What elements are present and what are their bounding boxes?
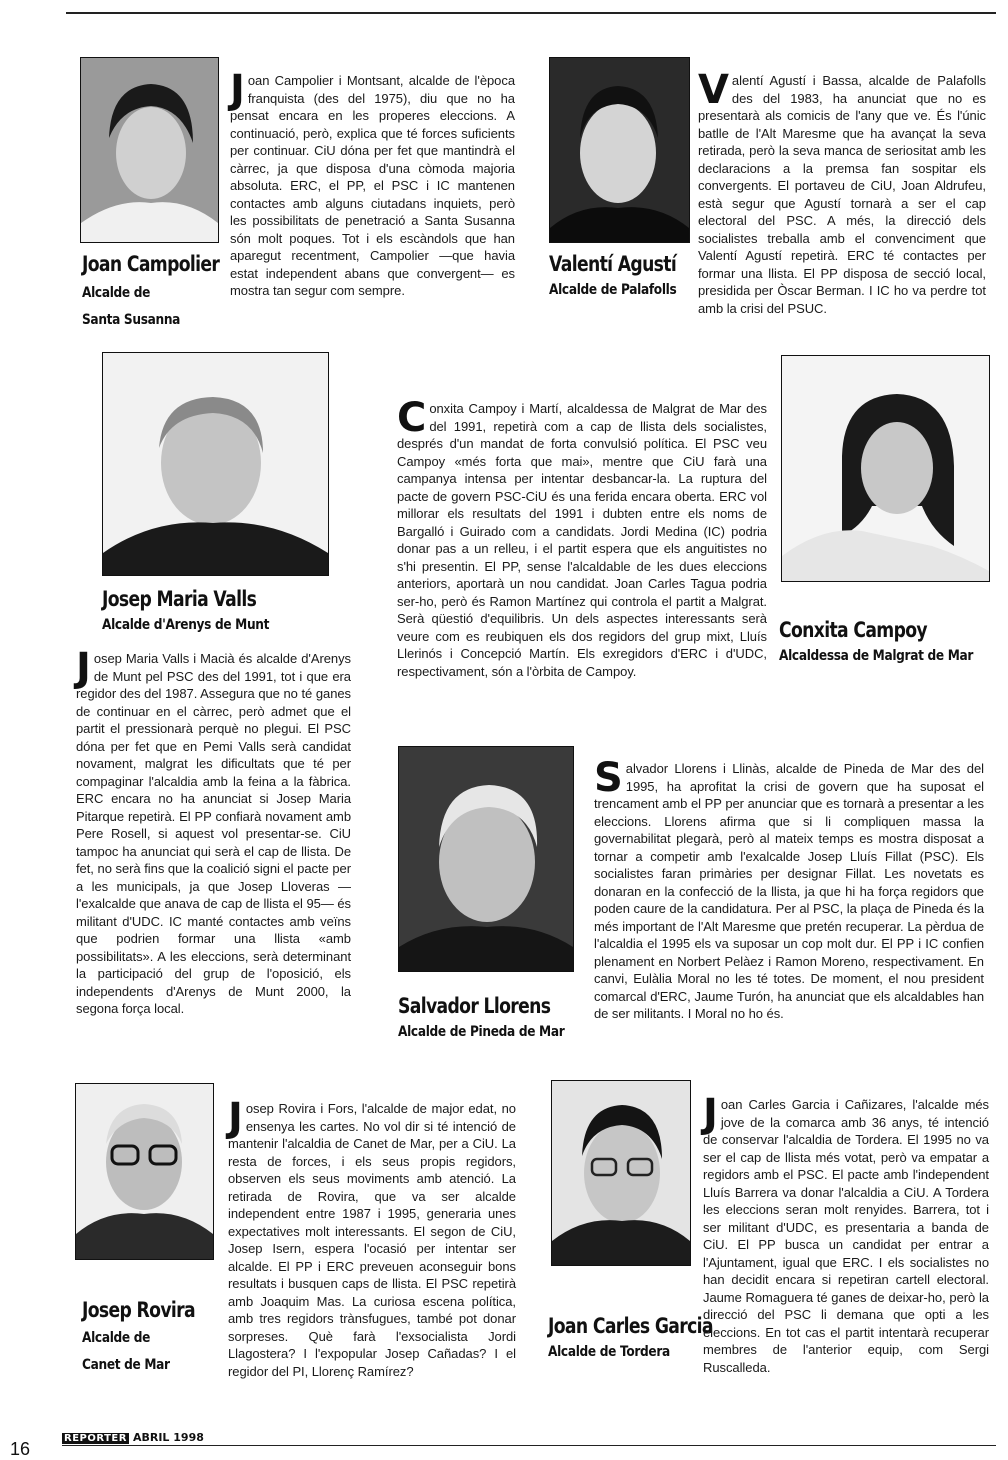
- article-joan-campolier: [230, 67, 515, 300]
- article-conxita-campoy: [397, 395, 767, 680]
- photo-josep-maria-valls: [102, 352, 329, 576]
- role-line: Alcalde de Palafolls: [549, 282, 677, 298]
- portrait-image: [103, 353, 328, 575]
- article-body: alentí Agustí i Bassa, alcalde de Palafolls des del 1983, ha anunciat que no es presentarà als comicis de l'any que ve. És l'únic batlle de l'Alt Maresme que ha avançat la seva retirada, però la seva manca de seriositat amb les declaracions a la premsa fan sospitar els convergents. El portaveu de CiU, Joan Aldrufeu, està segur que Agustí tornarà a ser el cap electoral del PSC. A més, la direcció dels socialistes treballa amb el convenciment que Valentí Agustí repetirà. ERC té contactes per formar una llista. El PP disposa de secció local, presidida per Òscar Berman. I IC ho va perdre tot amb la crisi del PSUC.: [698, 73, 986, 316]
- footer-rule: [62, 1445, 996, 1446]
- footer-masthead: [62, 1431, 204, 1444]
- role-joan-carles-garcia: [548, 1339, 670, 1366]
- photo-joan-carles-garcia: [551, 1080, 691, 1266]
- role-josep-maria-valls: [102, 612, 269, 639]
- role-salvador-llorens: [398, 1019, 564, 1046]
- role-joan-campolier: [82, 280, 180, 334]
- dropcap: J: [230, 67, 245, 113]
- role-line: Alcalde de Tordera: [548, 1344, 670, 1360]
- photo-salvador-llorens: [398, 746, 574, 972]
- magazine-logo: REPORTER: [64, 1433, 127, 1444]
- portrait-image: [782, 356, 989, 581]
- portrait-image: [76, 1084, 213, 1259]
- article-valenti-agusti: [698, 67, 986, 317]
- article-joan-carles-garcia: [703, 1091, 989, 1376]
- role-line: Alcalde de Pineda de Mar: [398, 1024, 565, 1040]
- name-salvador-llorens: Salvador Llorens: [398, 994, 551, 1018]
- portrait-image: [552, 1081, 690, 1265]
- article-body: onxita Campoy i Martí, alcaldessa de Malgrat de Mar des del 1991, repetirà com a cap de llista dels socialistes, després d'un mandat de forta convulsió política. El PSC veu Campoy «més forta que mai», mentre que CiU farà una campanya intensa per intentar desbancar-la. La ruptura del pacte de govern PSC-CiU és una ferida encara oberta. ERC vol millorar els resultats del 1991 i dubten entre els noms de Bargalló i Guirado com a candidats. Jordi Medina (IC) podria donar pas a un relleu, i el partit espera que els anguitistes no s'hi presentin. El PP, sense l'alcaldable de les dues eleccions anteriors, aportarà un nou candidat. Joan Carles Tagua podria ser-ho, però és Ramon Martínez qui controla el partit a Malgrat. Serà qüestió d'equilibris. Un dels aspectes interessants serà veure com es reubiquen els dos regidors del grup mixt, Lluís Llerinós i Concepció Martín. Els exregidors d'ERC i d'UDC, respectivament, són a l'òrbita de Campoy.: [397, 401, 767, 679]
- name-joan-campolier: Joan Campolier: [82, 252, 220, 276]
- article-body: oan Campolier i Montsant, alcalde de l'època franquista (des del 1975), diu que no ha pensat encara en les properes eleccions. A continuació, però, explica que té forces suficients per continuar. CiU dóna per fet que mantindrà el càrrec, ja que disposa d'una còmoda majoria absoluta. ERC, el PP, el PSC i IC mantenen contactes amb alguns ciutadans inquiets, però les possibilitats de penetració a Santa Susanna són molt poques. Tot i els escàndols que han aparegut recentment, Campolier —que havia estat independent abans que convergent— es mostra tan segur com sempre.: [230, 73, 515, 298]
- name-joan-carles-garcia: Joan Carles Garcia: [548, 1314, 713, 1338]
- article-josep-rovira: [228, 1095, 516, 1380]
- role-josep-rovira: [82, 1325, 170, 1379]
- portrait-image: [550, 58, 689, 242]
- dropcap: S: [594, 755, 623, 801]
- article-josep-maria-valls: [76, 645, 351, 1018]
- photo-josep-rovira: [75, 1083, 214, 1260]
- dropcap: J: [76, 645, 91, 691]
- page-number: 16: [10, 1439, 31, 1459]
- role-valenti-agusti: [549, 277, 676, 304]
- role-line: Alcalde de: [82, 285, 151, 301]
- role-line: Santa Susanna: [82, 312, 181, 328]
- dropcap: C: [397, 395, 427, 441]
- role-line: Alcalde d'Arenys de Munt: [102, 617, 270, 633]
- role-line: Alcaldessa de Malgrat de Mar: [779, 648, 974, 664]
- portrait-image: [81, 58, 218, 242]
- photo-joan-campolier: [80, 57, 219, 243]
- portrait-image: [399, 747, 573, 971]
- dropcap: J: [228, 1095, 243, 1141]
- photo-conxita-campoy: [781, 355, 990, 582]
- dropcap: V: [698, 67, 729, 113]
- role-line: Alcalde de: [82, 1330, 151, 1346]
- article-body: osep Maria Valls i Macià és alcalde d'Arenys de Munt pel PSC des del 1991, tot i que era regidor des del 1987. Assegura que no té ganes de continuar en el càrrec, però admet que el partit el pressionarà perquè no plegui. El PSC dóna per fet que en Pemi Valls serà candidat novament, malgrat les dificultats que té per compaginar l'alcaldia amb la feina a la fàbrica. ERC encara no ha anunciat si Josep Maria Pitarque repetirà. El PP confiarà novament amb Pere Rosell, si aquest vol presentar-se. CiU tampoc ha anunciat qui serà el cap de llista. De fet, no serà fins que la coalició signi el pacte per a les municipals, ja que Josep Lloveras —l'exalcalde que anava de cap de llista el 95— és militant d'UDC. IC manté contactes amb veïns que podrien formar una llista «amb possibilitats». A les eleccions, serà determinant la participació del grup de l'oposició, els independents d'Arenys de Munt 2000, la segona força local.: [76, 651, 351, 1016]
- role-line: Canet de Mar: [82, 1357, 170, 1373]
- role-conxita-campoy: [779, 643, 973, 670]
- dropcap: J: [703, 1091, 718, 1137]
- article-body: oan Carles Garcia i Cañizares, l'alcalde més jove de la comarca amb 36 anys, té intenció de conservar l'alcaldia de Tordera. El 1995 no va ser el cap de llista més votat, però va empatar a regidors amb el PSC. El pacte amb l'independent Lluís Barrera va donar l'alcaldia a CiU. A Tordera les eleccions seran molt renyides. Barrera, tot i ser militant d'UDC, es presentaria a banda de CiU. El PP busca un candidat per entrar a l'Ajuntament, igual que ERC. I els socialistes no han decidit encara si repetiran cartell electoral. Jaume Romaguera té ganes de deixar-ho, però la direcció del PSC li demana que opti a les eleccions. En tot cas el partit intentarà recuperar membres de l'anterior equip, com Sergi Ruscalleda.: [703, 1097, 989, 1375]
- issue-date: ABRIL 1998: [132, 1431, 204, 1444]
- top-rule: [66, 12, 996, 14]
- article-body: alvador Llorens i Llinàs, alcalde de Pineda de Mar des del 1995, ha aprofitat la crisi de govern que ha suposat el trencament amb el PP per anunciar que es tornarà a presentar a les eleccions. Llorens afirma que si li compliquen massa la governabilitat plegarà, però al mateix temps es mostra disposat a tornar a competir amb l'exalcalde Josep Lluís Fillat (PSC). Els socialistes faran primàries per designar Fillat. Les novetats es donaran en la confecció de la llista, ja que hi ha força regidors que poden caure de la candidatura. Per al PSC, la plaça de Pineda és la més important de l'Alt Maresme que pretén recuperar. La pèrdua de l'alcaldia el 1995 els va suposar un cop molt dur. El PP i IC confien plenament en Norbert Pelàez i Ramon Moreno, respectivament. En canvi, Eulàlia Moral no les té totes. De moment, el nou president comarcal d'ERC, Jaume Turón, ha anunciat que els alcaldables han de ser militants. I Moral no ho és.: [594, 761, 984, 1021]
- photo-valenti-agusti: [549, 57, 690, 243]
- name-josep-maria-valls: Josep Maria Valls: [102, 587, 257, 611]
- article-body: osep Rovira i Fors, l'alcalde de major edat, no ensenya les cartes. No vol dir si té intenció de mantenir l'alcaldia de Canet de Mar, per a CiU. La resta de forces, i els seus propis regidors, observen els seus moviments amb atenció. La retirada de Rovira, que va ser alcalde independent entre 1987 i 1995, generaria unes expectatives molt interessants. El segon de CiU, Josep Isern, espera l'ocasió per intentar ser alcalde. El PP i ERC preveuen aconseguir bons resultats i busquen caps de llista. El PSC repetirà amb Joaquim Mas. La curiosa escena política, amb tres regidors trànsfugues, també pot donar sorpreses. Què farà l'exsocialista Jordi Llagostera? I l'expopular Josep Cañadas? I el regidor del PI, Llorenç Ramírez?: [228, 1101, 516, 1379]
- article-salvador-llorens: [594, 755, 984, 1023]
- name-valenti-agusti: Valentí Agustí: [549, 252, 677, 276]
- name-josep-rovira: Josep Rovira: [82, 1298, 195, 1322]
- name-conxita-campoy: Conxita Campoy: [779, 618, 927, 642]
